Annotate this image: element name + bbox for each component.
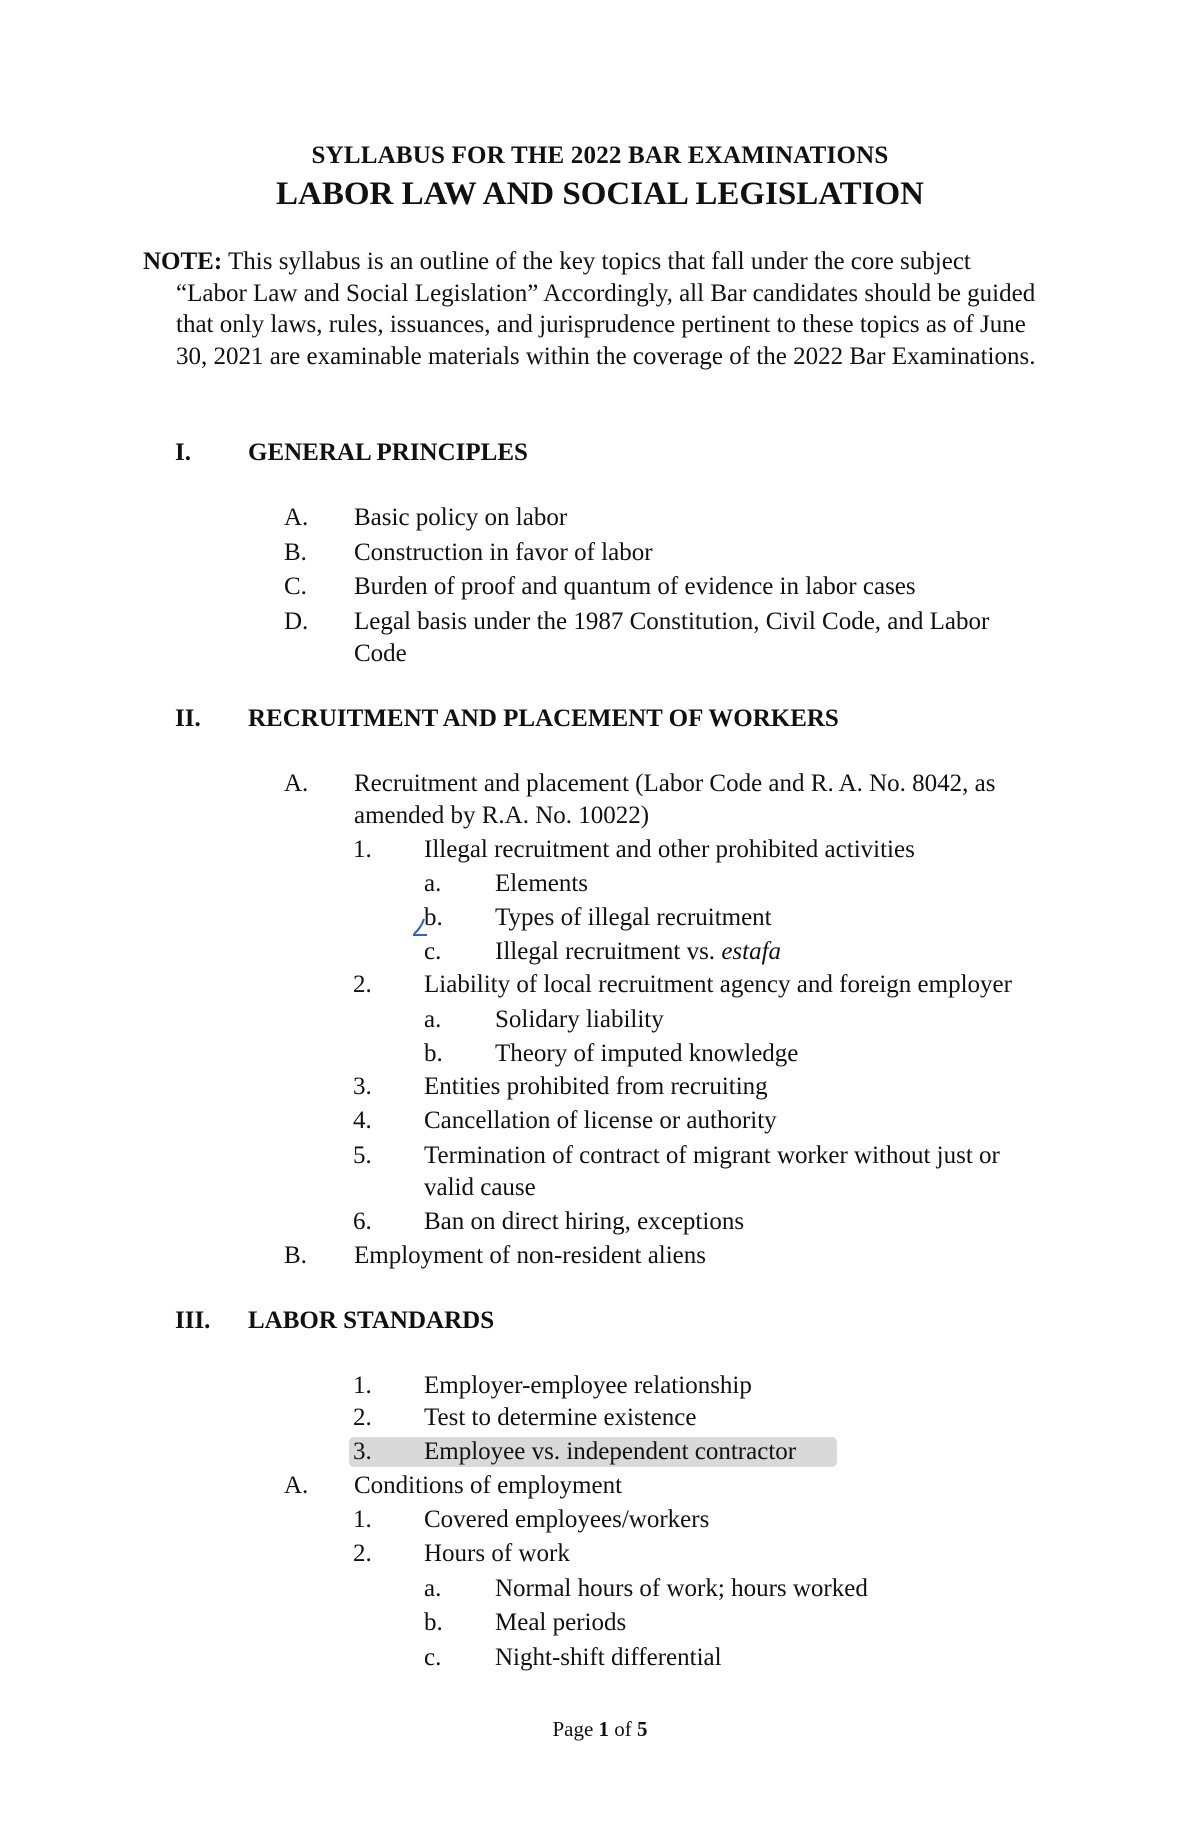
subitem-text: Covered employees/workers [424, 1506, 710, 1533]
subsubitem-text: Normal hours of work; hours worked [495, 1575, 868, 1602]
note-first-line: This syllabus is an outline of the key topics that fall under the core subject [228, 248, 971, 275]
subitem-marker: 3. [353, 1438, 372, 1465]
item-text: Basic policy on labor [354, 504, 568, 531]
item-text: Legal basis under the 1987 Constitution, Civil Code, and Labor [354, 608, 990, 635]
subsubitem-text-italic: estafa [721, 938, 782, 965]
page-of-label: of [609, 1717, 638, 1741]
section-number: III. [175, 1307, 211, 1334]
subitem-text: Entities prohibited from recruiting [424, 1073, 768, 1100]
subitem-text: Employer-employee relationship [424, 1372, 752, 1399]
current-page-number: 1 [598, 1717, 610, 1741]
note-body: “Labor Law and Social Legislation” Accordingly, all Bar candidates should be guided that only laws, rules, issuances, and jurisprudence pertinent to these topics as of June 30, 2021 are examinable materials within the coverage of the 2022 Bar Examinations. [176, 279, 1036, 370]
item-marker: B. [284, 539, 307, 566]
subitem-marker: 1. [353, 836, 372, 863]
item-marker: C. [284, 573, 307, 600]
section-title: GENERAL PRINCIPLES [248, 439, 528, 466]
subitem-text-continued: valid cause [424, 1174, 536, 1201]
total-pages-number: 5 [637, 1717, 648, 1741]
subsubitem-marker: a. [424, 1006, 442, 1033]
item-text-continued: Code [354, 640, 407, 667]
subsubitem-marker: c. [424, 938, 442, 965]
subitem-text: Cancellation of license or authority [424, 1107, 777, 1134]
note-label: NOTE: [143, 248, 223, 275]
subitem-marker: 4. [353, 1107, 372, 1134]
text-cursor-icon [412, 915, 434, 937]
subitem-marker: 1. [353, 1372, 372, 1399]
subitem-marker: 1. [353, 1506, 372, 1533]
section-title: LABOR STANDARDS [248, 1307, 495, 1334]
subitem-text: Employee vs. independent contractor [424, 1438, 797, 1465]
subsubitem-text: Theory of imputed knowledge [495, 1040, 799, 1067]
subitem-marker: 3. [353, 1073, 372, 1100]
section-number: I. [175, 439, 191, 466]
subsubitem-text-plain: Illegal recruitment vs. [495, 938, 722, 965]
item-text: Recruitment and placement (Labor Code and R. A. No. 8042, as [354, 770, 996, 797]
item-marker: D. [284, 608, 309, 635]
subitem-text: Test to determine existence [424, 1404, 697, 1431]
subitem-text: Ban on direct hiring, exceptions [424, 1208, 745, 1235]
section-title: RECRUITMENT AND PLACEMENT OF WORKERS [248, 705, 839, 732]
subitem-marker: 5. [353, 1142, 372, 1169]
subitem-marker: 6. [353, 1208, 372, 1235]
subsubitem-text: Solidary liability [495, 1006, 664, 1033]
subitem-marker: 2. [353, 1404, 372, 1431]
subsubitem-marker: b. [424, 1609, 443, 1636]
subject-title: LABOR LAW AND SOCIAL LEGISLATION [276, 176, 924, 212]
item-text: Conditions of employment [354, 1472, 623, 1499]
note-paragraph [143, 246, 1063, 372]
subsubitem-marker: a. [424, 870, 442, 897]
subsubitem-text: Elements [495, 870, 589, 897]
subsubitem-text: Types of illegal recruitment [495, 904, 772, 931]
item-marker: A. [284, 1472, 309, 1499]
section-number: II. [175, 705, 201, 732]
item-text: Construction in favor of labor [354, 539, 653, 566]
subsubitem-marker: b. [424, 1040, 443, 1067]
subitem-marker: 2. [353, 971, 372, 998]
subsubitem-marker: c. [424, 1644, 442, 1671]
subsubitem-text: Meal periods [495, 1609, 627, 1636]
subitem-text: Termination of contract of migrant worker without just or [424, 1142, 1000, 1169]
subsubitem-marker: a. [424, 1575, 442, 1602]
subsubitem-text [495, 937, 781, 967]
item-marker: B. [284, 1242, 307, 1269]
subsubitem-marker: b. [424, 904, 443, 931]
subitem-text: Hours of work [424, 1540, 570, 1567]
subitem-marker: 2. [353, 1540, 372, 1567]
item-marker: A. [284, 504, 309, 531]
item-text-continued: amended by R.A. No. 10022) [354, 802, 650, 829]
item-text: Burden of proof and quantum of evidence in labor cases [354, 573, 916, 600]
item-text: Employment of non-resident aliens [354, 1242, 707, 1269]
subitem-text: Liability of local recruitment agency and foreign employer [424, 971, 1012, 998]
subitem-text: Illegal recruitment and other prohibited activities [424, 836, 915, 863]
page-label: Page [552, 1717, 599, 1741]
syllabus-heading: SYLLABUS FOR THE 2022 BAR EXAMINATIONS [311, 142, 889, 169]
item-marker: A. [284, 770, 309, 797]
subsubitem-text: Night-shift differential [495, 1644, 722, 1671]
page-footer [0, 1717, 1200, 1742]
